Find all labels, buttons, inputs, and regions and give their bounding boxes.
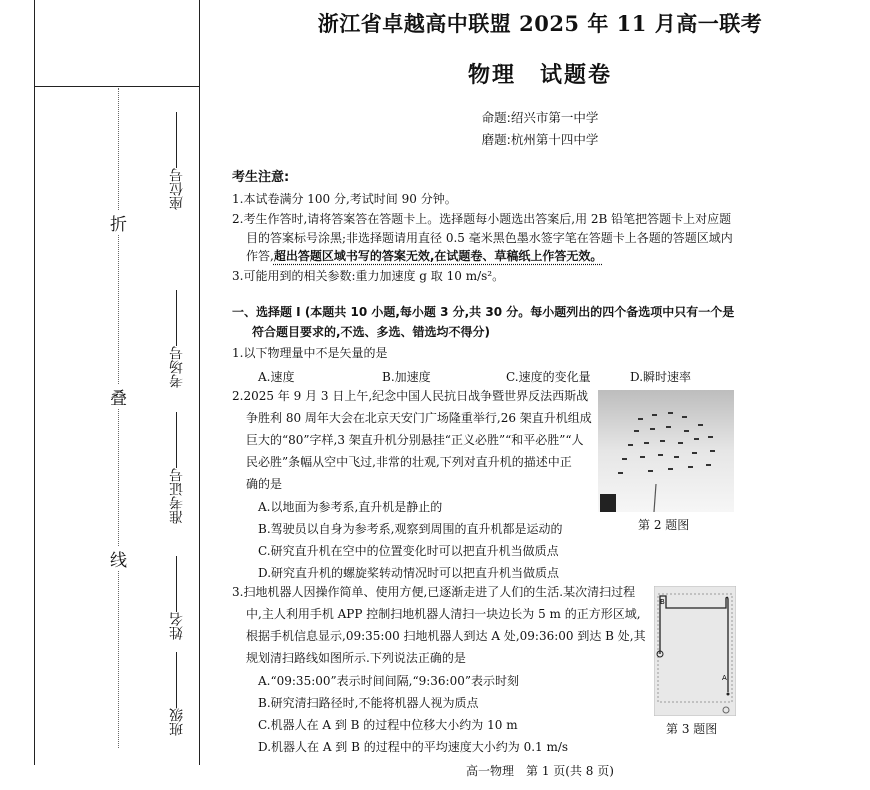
author-credit: 命题:绍兴市第一中学 xyxy=(481,110,599,125)
q1-stem: 1.以下物理量中不是矢量的是 xyxy=(232,346,388,360)
admission-number-field[interactable] xyxy=(168,400,186,524)
q2-stem-line-4: 民必胜”条幅从空中飞过,非常的壮观,下列对直升机的描述中正 xyxy=(246,455,572,469)
q3-stem-line-1: 3.扫地机器人因操作简单、使用方便,已逐渐走进了人们的生活.某次清扫过程 xyxy=(232,585,636,599)
section-1-heading-line-2: 符合题目要求的,不选、多选、错选均不得分) xyxy=(252,325,491,339)
notice-item-1: 1.本试卷满分 100 分,考试时间 90 分钟。 xyxy=(232,192,457,206)
foreground-dark-object xyxy=(600,494,616,512)
q2-stem-line-5: 确的是 xyxy=(246,477,283,491)
q2-option-d[interactable]: D.研究直升机的螺旋桨转动情况时可以把直升机当做质点 xyxy=(258,566,560,580)
q2-stem-line-2: 争胜利 80 周年大会在北京天安门广场隆重举行,26 架直升机组成 xyxy=(246,411,592,425)
q3-stem-line-4: 规划清扫路线如图所示.下列说法正确的是 xyxy=(246,651,466,665)
q2-figure-helicopters-photo xyxy=(598,390,734,512)
q2-stem-line-3: 巨大的“80”字样,3 架直升机分别悬挂“正义必胜”“和平必胜”“人 xyxy=(246,433,584,447)
notice-item-2-line-1: 2.考生作答时,请将答案答在答题卡上。选择题每小题选出答案后,用 2B 铅笔把答题卡上对应题 xyxy=(232,212,732,226)
q2-figure-caption: 第 2 题图 xyxy=(638,518,690,532)
fold-char-1: 折 xyxy=(110,210,127,235)
admission-number-label: 准考证号 xyxy=(169,468,185,524)
seat-number-field[interactable] xyxy=(168,100,186,210)
q3-option-d[interactable]: D.机器人在 A 到 B 的过程中的平均速度大小约为 0.1 m/s xyxy=(258,740,569,754)
notice-heading: 考生注意: xyxy=(232,170,290,185)
margin-line-left xyxy=(34,0,35,765)
q1-option-a[interactable]: A.速度 xyxy=(258,370,295,384)
q3-stem-line-3: 根据手机信息显示,09:35:00 扫地机器人到达 A 处,09:36:00 到达 B 处,其 xyxy=(246,629,646,643)
q2-option-a[interactable]: A.以地面为参考系,直升机是静止的 xyxy=(258,500,443,514)
q2-option-c[interactable]: C.研究直升机在空中的位置变化时可以把直升机当做质点 xyxy=(258,544,559,558)
q2-option-b[interactable]: B.驾驶员以自身为参考系,观察到周围的直升机都是运动的 xyxy=(258,522,563,536)
exam-title: 浙江省卓越高中联盟 2025 年 11 月高一联考 xyxy=(317,11,763,36)
page-footer: 高一物理 第 1 页(共 8 页) xyxy=(466,764,614,778)
q3-option-a[interactable]: A.“09:35:00”表示时间间隔,“9:36:00”表示时刻 xyxy=(258,674,519,688)
q3-figure-cleaning-route xyxy=(654,586,736,716)
class-field[interactable] xyxy=(168,636,186,736)
name-label: 姓名 xyxy=(169,612,185,640)
class-label: 班级 xyxy=(169,708,185,736)
notice-item-2-line-2: 目的答案标号涂黑;非选择题请用直径 0.5 毫米黑色墨水签字笔在答题卡上各题的答题区域内 xyxy=(246,231,733,245)
q3-option-c[interactable]: C.机器人在 A 到 B 的过程中位移大小约为 10 m xyxy=(258,718,518,732)
q1-option-b[interactable]: B.加速度 xyxy=(382,370,431,384)
exam-room-label: 考场号 xyxy=(169,346,185,388)
margin-line-right xyxy=(199,0,200,765)
q1-option-c[interactable]: C.速度的变化量 xyxy=(506,370,591,384)
notice-item-2-emphasis: 超出答题区域书写的答案无效,在试题卷、草稿纸上作答无效。 xyxy=(273,249,603,263)
q3-stem-line-2: 中,主人利用手机 APP 控制扫地机器人清扫一块边长为 5 m 的正方形区域, xyxy=(246,607,641,621)
fold-dotted-line xyxy=(118,88,119,748)
exam-room-field[interactable] xyxy=(168,278,186,388)
margin-top-rule xyxy=(34,86,200,87)
seat-number-label: 座位号 xyxy=(169,168,185,210)
q1-option-d[interactable]: D.瞬时速率 xyxy=(630,370,692,384)
notice-item-3: 3.可能用到的相关参数:重力加速度 g 取 10 m/s²。 xyxy=(232,269,505,283)
reviewer-credit: 磨题:杭州第十四中学 xyxy=(481,132,599,147)
q3-figure-caption: 第 3 题图 xyxy=(666,722,718,736)
name-field[interactable] xyxy=(168,540,186,640)
exam-subtitle: 物理 试题卷 xyxy=(467,62,612,88)
route-label-b: B xyxy=(660,598,665,606)
q2-stem-line-1: 2.2025 年 9 月 3 日上午,纪念中国人民抗日战争暨世界反法西斯战 xyxy=(232,389,589,403)
notice-item-2-plain: 作答, xyxy=(246,249,274,263)
section-1-heading-line-1: 一、选择题 Ⅰ (本题共 10 小题,每小题 3 分,共 30 分。每小题列出的四个备选项中只有一个是 xyxy=(232,305,735,319)
notice-item-2-line-3 xyxy=(246,246,602,266)
fold-char-2: 叠 xyxy=(110,384,127,409)
route-label-a: A xyxy=(722,674,727,682)
fold-char-3: 线 xyxy=(110,546,127,571)
q3-option-b[interactable]: B.研究清扫路径时,不能将机器人视为质点 xyxy=(258,696,479,710)
point-a-marker xyxy=(727,693,730,696)
